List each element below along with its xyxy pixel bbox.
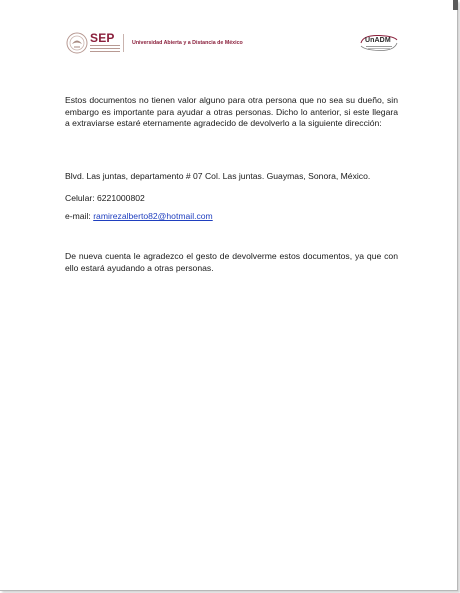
sep-logo-subtitle xyxy=(90,45,120,54)
email-label: e-mail: xyxy=(65,211,94,221)
page-corner-mark xyxy=(453,0,458,10)
intro-paragraph: Estos documentos no tienen valor alguno para otra persona que no sea su dueño, sin embargo es importante para ayudar a otras personas. Dicho lo anterior, si este llegara a extraviarse estaré eternamente agradecido de devolverlo a la siguiente dirección: xyxy=(65,95,398,128)
sep-logo-text: SEP xyxy=(90,31,115,45)
document-header xyxy=(66,30,401,56)
header-divider xyxy=(123,34,124,52)
email-line xyxy=(65,211,213,223)
university-name: Universidad Abierta y a Distancia de México xyxy=(132,40,243,46)
sep-eagle-emblem-icon xyxy=(66,32,88,54)
phone-line: Celular: 6221000802 xyxy=(65,193,145,203)
unadm-logo-text: UnADM xyxy=(365,37,391,44)
email-link[interactable]: ramirezalberto82@hotmail.com xyxy=(93,211,213,221)
unadm-logo-subline-2 xyxy=(368,48,390,49)
closing-paragraph: De nueva cuenta le agradezco el gesto de devolverme estos documentos, ya que con ello estará ayudando a otras personas. xyxy=(65,251,398,273)
unadm-logo-subline xyxy=(366,46,392,47)
unadm-logo xyxy=(359,34,401,54)
address-line: Blvd. Las juntas, departamento # 07 Col. Las juntas. Guaymas, Sonora, México. xyxy=(65,171,371,181)
